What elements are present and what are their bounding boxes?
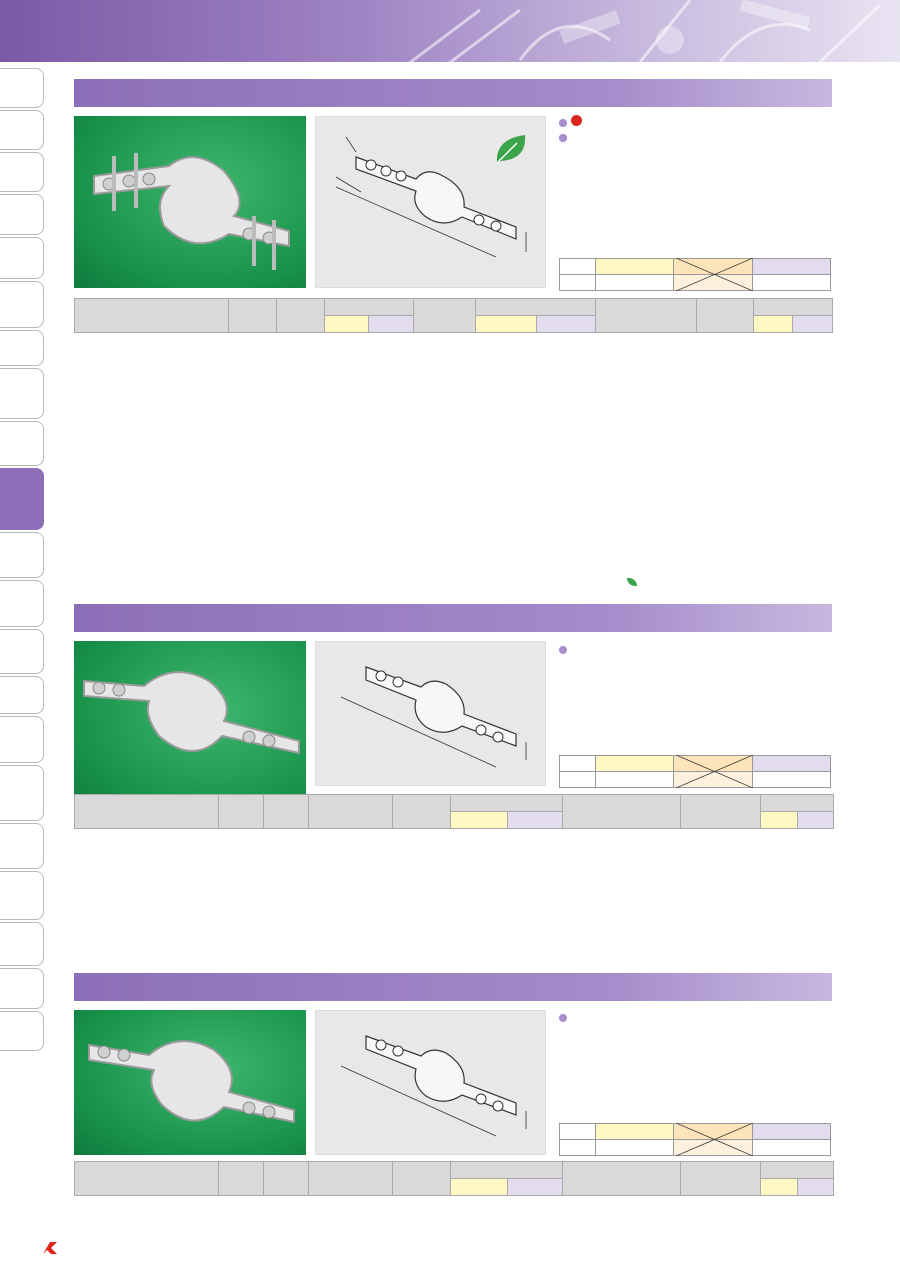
model-unichrome [596, 1140, 674, 1156]
col-delivery [761, 795, 834, 812]
side-tab-7[interactable] [0, 368, 44, 419]
banner-decoration-image [340, 0, 900, 62]
company-logo-icon [41, 1240, 59, 1256]
material-unichrome [596, 756, 674, 772]
model-stainless [752, 1140, 830, 1156]
galvanized-crossed-out-mark [676, 1123, 753, 1156]
col-bn [563, 1162, 681, 1196]
product-photo-fbn [74, 116, 306, 288]
material-unichrome [596, 259, 674, 275]
side-tab-8[interactable] [0, 421, 44, 466]
side-tab-3[interactable] [0, 194, 44, 235]
col-length [309, 795, 393, 829]
model-unichrome [596, 275, 674, 291]
col-thick-u [451, 1179, 508, 1196]
spec-table-fbn [74, 298, 833, 333]
col-thick-u [476, 316, 537, 333]
col-length-s [368, 316, 414, 333]
col-delivery [753, 299, 832, 316]
side-tab-14[interactable] [0, 716, 44, 763]
model-unichrome [596, 772, 674, 788]
col-delivery-u [753, 316, 793, 333]
col-delivery-s [798, 1179, 834, 1196]
col-delivery-s [793, 316, 833, 333]
spec-table-kpn [74, 794, 834, 829]
model-label [560, 275, 596, 291]
side-tab-20[interactable] [0, 1011, 44, 1051]
side-tab-0[interactable] [0, 68, 44, 108]
col-qty [681, 1162, 761, 1196]
section-header-kpn [74, 604, 832, 632]
col-length [324, 299, 414, 316]
col-od [276, 299, 324, 333]
material-stainless [752, 1124, 830, 1140]
col-model [75, 795, 219, 829]
side-tab-5[interactable] [0, 281, 44, 328]
side-tab-4[interactable] [0, 237, 44, 279]
material-label [560, 1124, 596, 1140]
product-drawing-fbn [315, 116, 546, 288]
leaf-icon [627, 578, 637, 586]
description-fbn [558, 115, 833, 130]
material-label [560, 756, 596, 772]
material-label [560, 259, 596, 275]
col-length-u [324, 316, 368, 333]
side-tab-6[interactable] [0, 330, 44, 366]
rohs-leaf-icon [491, 129, 531, 169]
side-tab-1[interactable] [0, 110, 44, 150]
col-thick-s [537, 316, 596, 333]
side-tab-11[interactable] [0, 580, 44, 627]
col-delivery-u [761, 812, 798, 829]
product-drawing-kpn [315, 641, 546, 786]
side-tab-15[interactable] [0, 765, 44, 821]
side-tab-9[interactable] [0, 468, 44, 530]
col-thickness [451, 1162, 563, 1179]
col-width [393, 1162, 451, 1196]
model-label [560, 1140, 596, 1156]
col-thickness [476, 299, 596, 316]
col-od [264, 1162, 309, 1196]
col-thickness [451, 795, 563, 812]
col-nominal [228, 299, 276, 333]
side-tab-13[interactable] [0, 676, 44, 714]
col-model [75, 299, 229, 333]
section-header-htu [74, 973, 832, 1001]
spec-table-htu [74, 1161, 834, 1196]
rohs-footnote [625, 578, 639, 590]
col-width [393, 795, 451, 829]
side-tab-2[interactable] [0, 152, 44, 192]
col-model [75, 1162, 219, 1196]
product-photo-kpn [74, 641, 306, 813]
col-delivery-s [798, 812, 834, 829]
col-length [309, 1162, 393, 1196]
side-tab-18[interactable] [0, 922, 44, 966]
super-m-badge-icon [571, 115, 582, 126]
model-label [560, 772, 596, 788]
description-item [558, 115, 833, 130]
side-tab-12[interactable] [0, 629, 44, 674]
col-qty [681, 795, 761, 829]
galvanized-crossed-out-mark [676, 755, 753, 788]
col-od [264, 795, 309, 829]
side-tab-10[interactable] [0, 532, 44, 578]
model-stainless [752, 275, 830, 291]
product-drawing-htu [315, 1010, 546, 1155]
col-thick-s [508, 1179, 563, 1196]
col-nominal [219, 1162, 264, 1196]
material-stainless [752, 259, 830, 275]
col-qty [697, 299, 754, 333]
page-banner [0, 0, 900, 62]
side-tab-16[interactable] [0, 823, 44, 869]
col-thick-s [508, 812, 563, 829]
product-photo-htu [74, 1010, 306, 1155]
col-bn [595, 299, 696, 333]
side-tab-19[interactable] [0, 968, 44, 1009]
col-thick-u [451, 812, 508, 829]
col-bn [563, 795, 681, 829]
material-stainless [752, 756, 830, 772]
col-nominal [219, 795, 264, 829]
section-header-fbn [74, 79, 832, 107]
material-unichrome [596, 1124, 674, 1140]
side-tab-17[interactable] [0, 871, 44, 920]
col-delivery-u [761, 1179, 798, 1196]
model-stainless [752, 772, 830, 788]
col-width [414, 299, 476, 333]
galvanized-crossed-out-mark [676, 258, 753, 291]
col-delivery [761, 1162, 834, 1179]
